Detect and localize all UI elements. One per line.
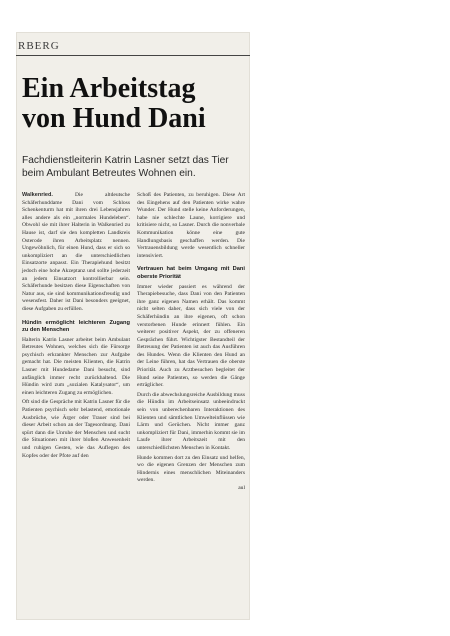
article-column-left bbox=[22, 192, 130, 460]
author-signature: aul bbox=[238, 484, 245, 491]
paragraph: Oft sind die Gespräche mit Katrin Lasner für die Patienten psychisch sehr belastend, emotionale Ausbrüche, wie Ärger oder Trauer sind bei dieser Arbeit schon an der Tagesordnung. Dani spürt dann die Unruhe der Menschen und sucht die Situationen mit ihrer bloßen Anwesenheit und ruhigen Gesten, wie das Auflegen des Kopfes oder der Pfote auf den bbox=[22, 399, 130, 459]
paragraph: Immer wieder passiert es während der Therapiebesuche, dass Dani von den Patienten ihre ganz eigenen Namen erhält. Das kommt nicht selten daher, dass sich viele von der Schäferhündin an ihre eigenen, oft schon verstorbenen Hunde erinnert fühlen. Ein weiterer positiver Aspekt, der zu offeneren Gesprächen führt. Wichtigster Bestandteil der Betreuung der Patienten ist auch das Ausführen des Hundes. Wenn die Klienten den Hund an der Leine führen, hat das Vertrauen die oberste Priorität. Auch zu Arztbesuchen begleitet der Hund seine Patienten, so werden die Gänge erträglicher. bbox=[137, 283, 245, 389]
intertitle: Hündin ermöglicht leichteren Zugang zu den Menschen bbox=[22, 319, 130, 334]
paragraph: Durch die abwechslungsreiche Ausbildung muss die Hündin im Arbeitseinsatz unbeeindruckt sein von unberechenbaren Interaktionen des Klienten und sämtlichen Umwelteinflüssen wie Lärm und Gerüchen. Nicht immer ganz unkompliziert für Dani, immerhin kommt sie im Laufe ihrer Arbeitszeit mit den unterschiedlichsten Menschen in Kontakt. bbox=[137, 391, 245, 451]
newspaper-clipping bbox=[16, 32, 250, 620]
article-column-right bbox=[137, 192, 245, 493]
paragraph: Halterin Katrin Lasner arbeitet beim Ambulant Betreutes Wohnen, welches sich die Fürsorge psychisch erkrankter Menschen zur Aufgabe gemacht hat. Die meisten Klienten, die Katrin Lasner mit Hundedame Dani besucht, sind anfänglich immer recht zurückhaltend. Die Hündin wird zum „sozialen Katalysator“, um einen leichteren Zugang zu ermöglichen. bbox=[22, 336, 130, 396]
headline-line-1: Ein Arbeitstag bbox=[22, 73, 196, 104]
subheadline: Fachdienstleiterin Katrin Lasner setzt das Tier beim Ambulant Betreutes Wohnen ein. bbox=[22, 155, 229, 179]
paragraph-text: Die altdeutsche Schäferhunddame Dani vom Schloss Schenkenturm hat mit ihren drei Lebensjahren alles andere als ein „normales Hundeleben“. Obwohl sie mit ihrer Halterin in Walkenried zu Hause ist, darf sie den kompletten Landkreis Osterode ihren Arbeitsplatz nennen. Ungewöhnlich, für einen Hund, dass er sich so unkompliziert an die unterschiedlichen Einsatzorte anpasst. Ein Therapiehund besitzt jedoch eine hohe Akzeptanz und sollte jederzeit an jedem Einsatzort kontrollierbar sein. Schäferhunde besitzen diese Eigenschaften von Natur aus, sie sind kommunikationsfreudig und wesensfest. Daher ist Dani besonders geeignet, diese Aufgaben zu erfüllen. bbox=[22, 192, 130, 312]
paragraph bbox=[22, 192, 130, 314]
dateline: Walkenried. bbox=[22, 192, 53, 198]
headline bbox=[22, 74, 248, 134]
intertitle: Vertrauen hat beim Umgang mit Dani oberste Priorität bbox=[137, 266, 245, 280]
paragraph: Schoß des Patienten, zu beruhigen. Diese Art des Eingehens auf den Patienten wirke wahre Wunder. Der Hund stelle keine Anforderungen, habe nie schlechte Laune, korrigiere und kritisiere nicht, so Lasner. Durch die nonverbale Kommunikation könne eine gute Handlungsbasis geschaffen werden. Die Vertrauensbildung werde wesentlich schneller intensiviert. bbox=[137, 192, 245, 259]
section-tag: RBERG bbox=[16, 40, 250, 56]
headline-line-2: von Hund Dani bbox=[22, 103, 206, 134]
paragraph: Hunde kommen dort zu den Einsatz und helfen, wo die eigenen Grenzen der Menschen zum Hindernis eines menschlichen Miteinanders werden. bbox=[137, 454, 245, 484]
